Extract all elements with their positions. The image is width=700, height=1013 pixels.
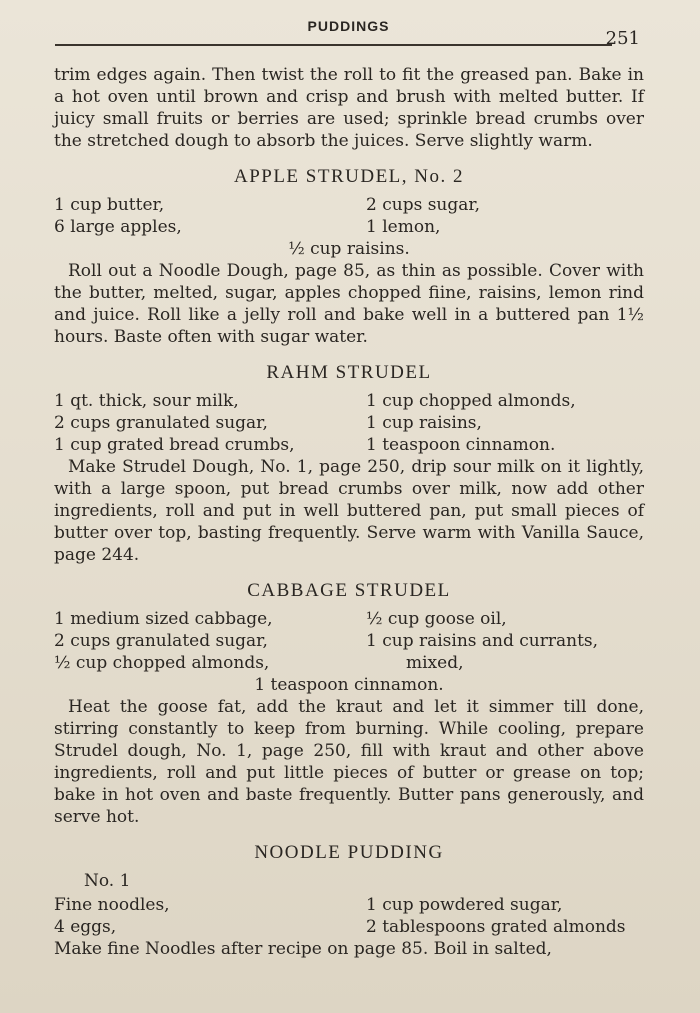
method-noodle-pudding: Make fine Noodles after recipe on page 85. Boil in salted,: [54, 939, 552, 959]
ingredients-noodle-pudding: [54, 894, 644, 938]
header-rule: [55, 44, 612, 46]
ingredients-apple-strudel: [54, 194, 644, 238]
ingredient-centered: ½ cup raisins.: [288, 239, 410, 259]
running-title: PUDDINGS: [307, 18, 390, 34]
recipe-title-noodle-pudding: NOODLE PUDDING: [254, 842, 444, 863]
ingredient-item: 1 lemon,: [366, 217, 441, 237]
ingredient-item: ½ cup chopped almonds,: [54, 653, 270, 673]
method-rahm-strudel: Make Strudel Dough, No. 1, page 250, drip sour milk on it lightly, with a large spoon, put bread crumbs over milk, now add other ingredients, roll and put in well buttered pan, put small pieces of butter over top, basting frequently. Serve warm with Vanilla Sauce, page 244.: [54, 457, 644, 565]
ingredient-item: 1 cup butter,: [54, 195, 165, 215]
ingredients-cabbage-strudel: [54, 608, 644, 674]
ingredients-rahm-strudel: [54, 390, 644, 456]
ingredient-continuation: mixed,: [406, 653, 464, 673]
ingredient-item: Fine noodles,: [54, 895, 170, 915]
method-apple-strudel: Roll out a Noodle Dough, page 85, as thin as possible. Cover with the butter, melted, sugar, apples chopped fiine, raisins, lemon rind and juice. Roll like a jelly roll and bake well in a buttered pan 1½ hours. Baste often with sugar water.: [54, 261, 644, 347]
recipe-title-cabbage-strudel: CABBAGE STRUDEL: [247, 580, 451, 601]
ingredient-item: 1 cup raisins,: [366, 413, 482, 433]
recipe-title-apple-strudel: APPLE STRUDEL, No. 2: [233, 166, 465, 187]
page-content: [54, 64, 644, 960]
ingredient-centered: 1 teaspoon cinnamon.: [254, 675, 444, 695]
ingredient-item: 1 cup chopped almonds,: [366, 391, 576, 411]
ingredient-item: 1 cup powdered sugar,: [366, 895, 563, 915]
page-number: 251: [605, 28, 640, 49]
recipe-subtitle: No. 1: [84, 871, 131, 891]
method-cabbage-strudel: Heat the goose fat, add the kraut and let it simmer till done, stirring constantly to keep from burning. While cooling, prepare Strudel dough, No. 1, page 250, fill with kraut and other above ingredients, roll and put little pieces of butter or grease on top; bake in hot oven and baste frequently. Butter pans generously, and serve hot.: [54, 697, 644, 827]
ingredient-item: 2 cups sugar,: [366, 195, 481, 215]
page-header: [55, 14, 642, 54]
ingredient-item: 1 medium sized cabbage,: [54, 609, 273, 629]
ingredient-item: 1 teaspoon cinnamon.: [366, 435, 556, 455]
ingredient-item: 4 eggs,: [54, 917, 117, 937]
ingredient-item: ½ cup goose oil,: [366, 609, 507, 629]
ingredient-item: 1 cup raisins and currants,: [366, 631, 599, 651]
ingredient-item: 2 tablespoons grated almonds: [366, 917, 626, 937]
ingredient-item: 1 cup grated bread crumbs,: [54, 435, 295, 455]
ingredient-item: 2 cups granulated sugar,: [54, 413, 268, 433]
ingredient-item: 2 cups granulated sugar,: [54, 631, 268, 651]
ingredient-item: 6 large apples,: [54, 217, 182, 237]
continuation-paragraph: trim edges again. Then twist the roll to fit the greased pan. Bake in a hot oven until brown and crisp and brush with melted butter. If juicy small fruits or berries are used; sprinkle bread crumbs over the stretched dough to absorb the juices. Serve slightly warm.: [54, 65, 644, 151]
recipe-title-rahm-strudel: RAHM STRUDEL: [266, 362, 432, 383]
ingredient-item: 1 qt. thick, sour milk,: [54, 391, 239, 411]
